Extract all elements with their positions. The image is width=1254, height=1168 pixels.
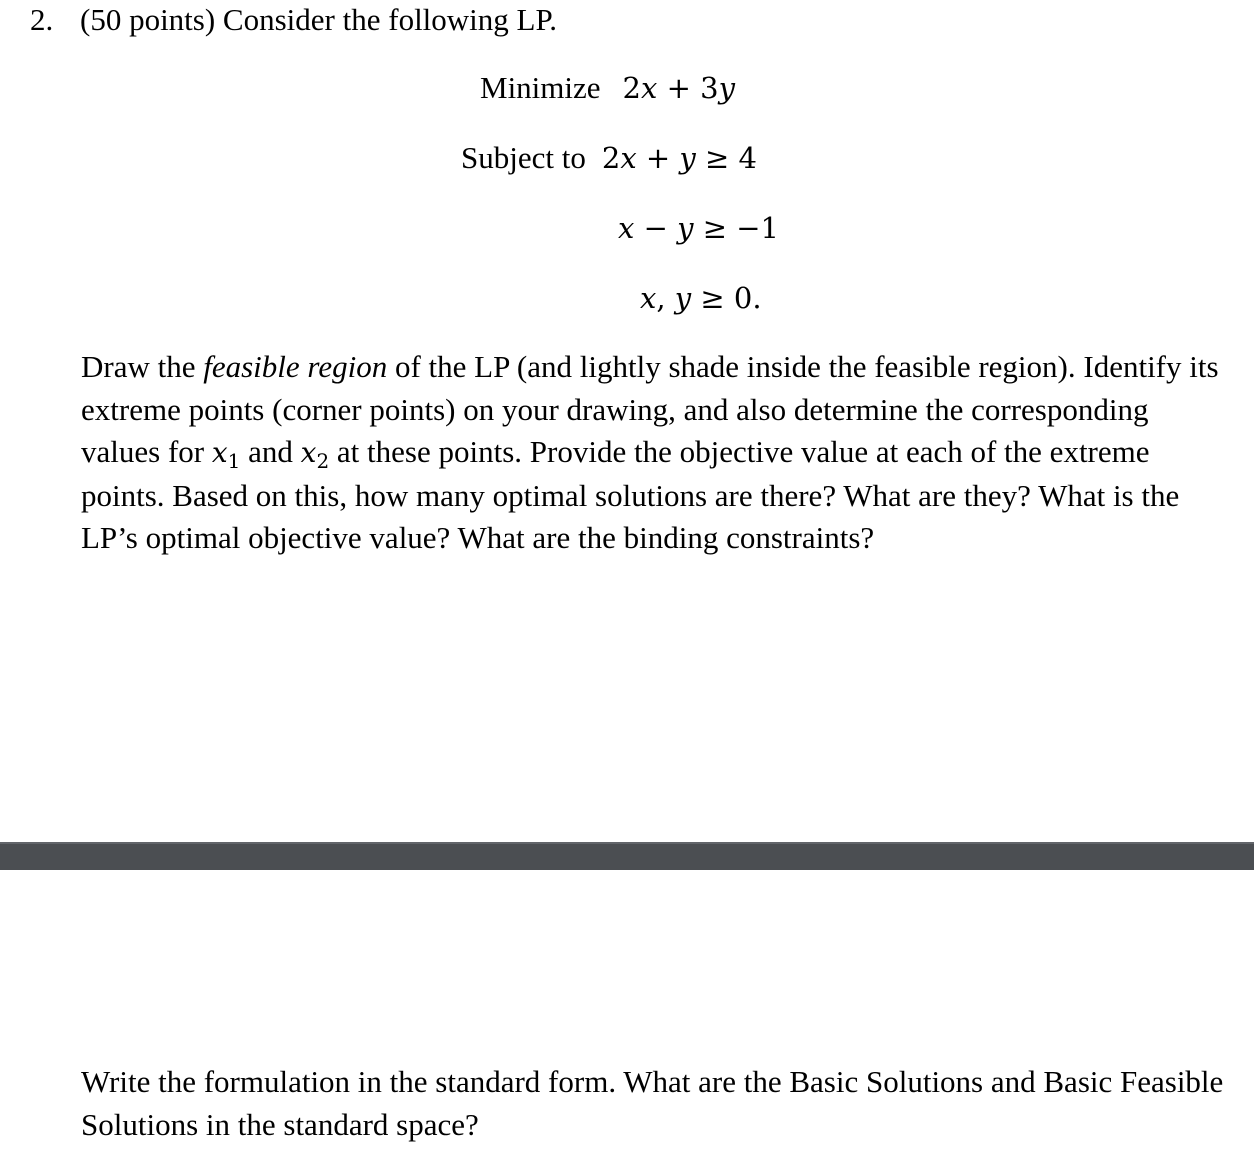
lp-constraint-3 [640,278,762,318]
constraint-2-expression: x − y ≥ −1 [618,211,779,245]
problem-number: 2. [30,2,54,37]
constraint-3-expression: x, y ≥ 0. [640,281,762,315]
objective-expression: 2x + 3y [622,71,735,105]
variable-x2: $x_2$ [300,436,330,473]
question-2-text: Write the formulation in the standard form. What are the Basic Solutions and Basic Feasible Solutions in the standard space? [81,1064,1224,1142]
feasible-region-term: feasible region [203,349,388,384]
problem-heading-text: (50 points) Consider the following LP. [80,2,558,37]
lp-constraint-1 [461,138,757,178]
lp-constraint-2 [618,208,779,248]
question-1-text: Draw the feasible region of the LP (and lightly shade inside the feasible region). Identify its extreme points (corner points) on your drawing, and also determine the corresponding values for $x_1$ and $x_2$ at these points. Provide the objective value at each of the extreme points. Based on this, how many optimal solutions are there? What are they? What is the LP’s optimal objective value? What are the binding constraints? [81,349,1219,555]
lp-objective [480,68,735,108]
constraint-label: Subject to [461,140,586,175]
constraint-1-expression: 2x + y ≥ 4 [601,141,757,175]
variable-x1: $x_1$ [211,436,241,473]
section-divider [0,842,1254,870]
problem-heading [30,0,557,40]
objective-label: Minimize [480,70,601,105]
